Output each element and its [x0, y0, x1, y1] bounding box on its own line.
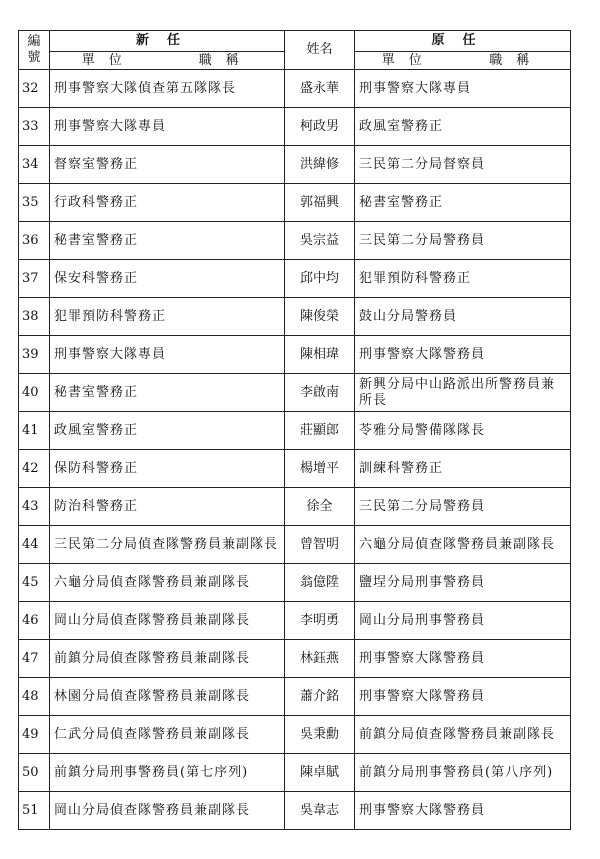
- row-number: 39: [19, 336, 50, 374]
- row-number: 32: [19, 70, 50, 108]
- original-post-cell: 訓練科警務正: [355, 450, 571, 488]
- table-row: [19, 716, 571, 754]
- original-post-cell: 苓雅分局警備隊隊長: [355, 412, 571, 450]
- row-number: 40: [19, 374, 50, 412]
- table-row: [19, 222, 571, 260]
- table-row: [19, 184, 571, 222]
- new-post-cell: 刑事警察大隊專員: [50, 336, 285, 374]
- table-row: [19, 526, 571, 564]
- original-post-cell: 刑事警察大隊警務員: [355, 336, 571, 374]
- new-post-cell: 刑事警察大隊偵查第五隊隊長: [50, 70, 285, 108]
- table-row: [19, 412, 571, 450]
- row-number: 44: [19, 526, 50, 564]
- table-body: [19, 70, 571, 830]
- new-post-cell: 三民第二分局偵查隊警務員兼副隊長: [50, 526, 285, 564]
- header-new-unit: 單位: [50, 52, 168, 70]
- table-row: [19, 450, 571, 488]
- original-post-cell: 刑事警察大隊專員: [355, 70, 571, 108]
- new-post-cell: 仁武分局偵查隊警務員兼副隊長: [50, 716, 285, 754]
- person-name-cell: 楊增平: [285, 450, 355, 488]
- new-post-cell: 保防科警務正: [50, 450, 285, 488]
- original-post-cell: 六龜分局偵查隊警務員兼副隊長: [355, 526, 571, 564]
- row-number: 48: [19, 678, 50, 716]
- person-name-cell: 邱中均: [285, 260, 355, 298]
- original-post-cell: 刑事警察大隊警務員: [355, 640, 571, 678]
- person-name-cell: 陳俊榮: [285, 298, 355, 336]
- header-orig-unit: 單位: [355, 52, 463, 70]
- table-row: [19, 108, 571, 146]
- table-row: [19, 374, 571, 412]
- row-number: 33: [19, 108, 50, 146]
- row-number: 51: [19, 792, 50, 830]
- table-row: [19, 602, 571, 640]
- new-post-cell: 保安科警務正: [50, 260, 285, 298]
- original-post-cell: 三民第二分局督察員: [355, 146, 571, 184]
- person-name-cell: 曾智明: [285, 526, 355, 564]
- row-number: 43: [19, 488, 50, 526]
- header-original-post: 原任: [355, 31, 571, 52]
- table-row: [19, 336, 571, 374]
- original-post-cell: 新興分局中山路派出所警務員兼所長: [355, 374, 571, 412]
- person-name-cell: 徐全: [285, 488, 355, 526]
- table-row: [19, 260, 571, 298]
- person-name-cell: 吳宗益: [285, 222, 355, 260]
- new-post-cell: 秘書室警務正: [50, 222, 285, 260]
- new-post-cell: 政風室警務正: [50, 412, 285, 450]
- new-post-cell: 六龜分局偵查隊警務員兼副隊長: [50, 564, 285, 602]
- header-new-title: 職稱: [168, 52, 285, 70]
- table-row: [19, 640, 571, 678]
- new-post-cell: 林園分局偵查隊警務員兼副隊長: [50, 678, 285, 716]
- original-post-cell: 鹽埕分局刑事警務員: [355, 564, 571, 602]
- new-post-cell: 秘書室警務正: [50, 374, 285, 412]
- row-number: 41: [19, 412, 50, 450]
- new-post-cell: 岡山分局偵查隊警務員兼副隊長: [50, 602, 285, 640]
- person-name-cell: 吳韋志: [285, 792, 355, 830]
- person-name-cell: 陳卓賦: [285, 754, 355, 792]
- row-number: 34: [19, 146, 50, 184]
- table-row: [19, 146, 571, 184]
- row-number: 37: [19, 260, 50, 298]
- table-row: [19, 70, 571, 108]
- original-post-cell: 犯罪預防科警務正: [355, 260, 571, 298]
- row-number: 38: [19, 298, 50, 336]
- new-post-cell: 岡山分局偵查隊警務員兼副隊長: [50, 792, 285, 830]
- row-number: 47: [19, 640, 50, 678]
- header-orig-title: 職稱: [463, 52, 571, 70]
- row-number: 36: [19, 222, 50, 260]
- personnel-table: [18, 30, 571, 830]
- person-name-cell: 林鈺燕: [285, 640, 355, 678]
- person-name-cell: 蕭介銘: [285, 678, 355, 716]
- new-post-cell: 督察室警務正: [50, 146, 285, 184]
- header-name: 姓名: [285, 31, 355, 70]
- person-name-cell: 李啟南: [285, 374, 355, 412]
- row-number: 45: [19, 564, 50, 602]
- original-post-cell: 前鎮分局偵查隊警務員兼副隊長: [355, 716, 571, 754]
- original-post-cell: 刑事警察大隊警務員: [355, 792, 571, 830]
- original-post-cell: 前鎮分局刑事警務員(第八序列): [355, 754, 571, 792]
- header-new-post: 新任: [50, 31, 285, 52]
- person-name-cell: 李明勇: [285, 602, 355, 640]
- new-post-cell: 前鎮分局刑事警務員(第七序列): [50, 754, 285, 792]
- person-name-cell: 郭福興: [285, 184, 355, 222]
- new-post-cell: 防治科警務正: [50, 488, 285, 526]
- table-row: [19, 488, 571, 526]
- person-name-cell: 吳秉勳: [285, 716, 355, 754]
- new-post-cell: 犯罪預防科警務正: [50, 298, 285, 336]
- table-row: [19, 754, 571, 792]
- original-post-cell: 鼓山分局警務員: [355, 298, 571, 336]
- person-name-cell: 陳相瑋: [285, 336, 355, 374]
- table-row: [19, 298, 571, 336]
- table-row: [19, 792, 571, 830]
- table-row: [19, 564, 571, 602]
- new-post-cell: 前鎮分局偵查隊警務員兼副隊長: [50, 640, 285, 678]
- new-post-cell: 行政科警務正: [50, 184, 285, 222]
- row-number: 49: [19, 716, 50, 754]
- original-post-cell: 政風室警務正: [355, 108, 571, 146]
- person-name-cell: 翁億陞: [285, 564, 355, 602]
- person-name-cell: 洪緯修: [285, 146, 355, 184]
- row-number: 50: [19, 754, 50, 792]
- table-row: [19, 678, 571, 716]
- header-number: 編號: [19, 31, 50, 70]
- original-post-cell: 三民第二分局警務員: [355, 222, 571, 260]
- row-number: 46: [19, 602, 50, 640]
- person-name-cell: 莊顯郎: [285, 412, 355, 450]
- original-post-cell: 岡山分局刑事警務員: [355, 602, 571, 640]
- row-number: 42: [19, 450, 50, 488]
- person-name-cell: 盛永華: [285, 70, 355, 108]
- original-post-cell: 秘書室警務正: [355, 184, 571, 222]
- new-post-cell: 刑事警察大隊專員: [50, 108, 285, 146]
- row-number: 35: [19, 184, 50, 222]
- original-post-cell: 刑事警察大隊警務員: [355, 678, 571, 716]
- person-name-cell: 柯政男: [285, 108, 355, 146]
- original-post-cell: 三民第二分局警務員: [355, 488, 571, 526]
